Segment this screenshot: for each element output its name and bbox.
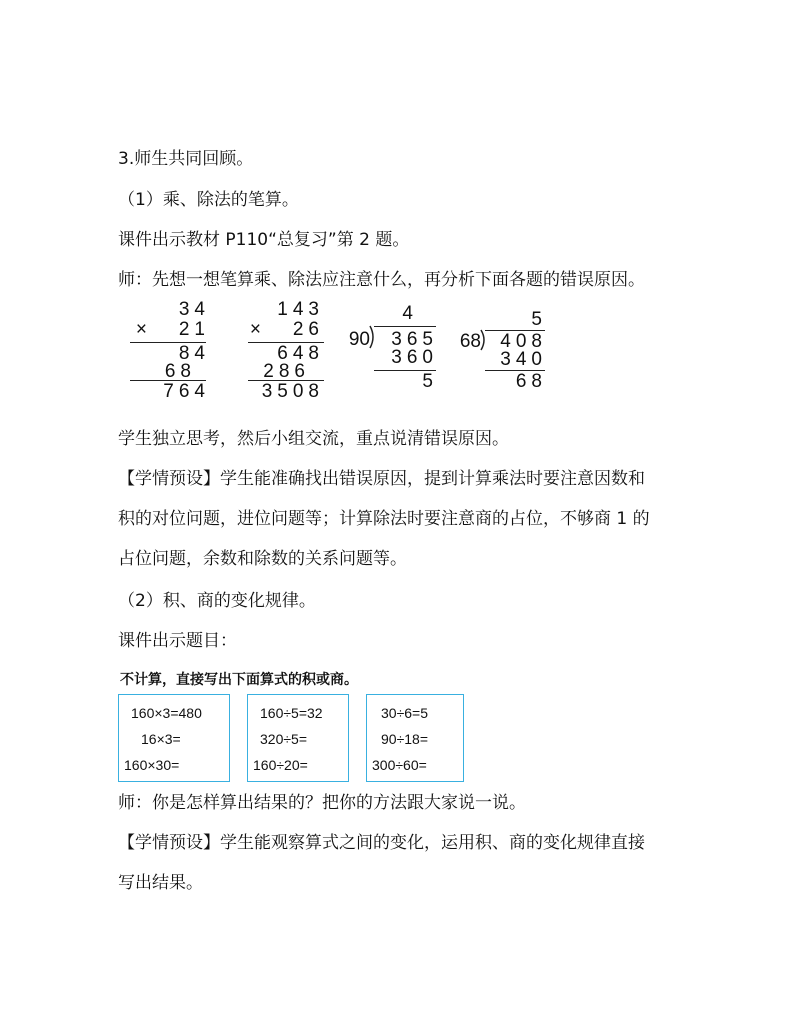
equation: 30÷6=5 [381,705,429,721]
equation: 90÷18= [381,731,429,747]
equation: 16×3= [141,731,181,747]
equation: 160×3=480 [131,705,202,721]
partial-product-2: 286 [263,361,310,382]
paragraph: 师：你是怎样算出结果的？把你的方法跟大家说一说。 [118,793,526,813]
partial-product-1: 84 [178,343,210,364]
multiplicand: 34 [178,299,210,320]
equation: 320÷5= [260,731,308,747]
subsection-heading-1: （1）乘、除法的笔算。 [118,190,299,210]
multiplication-calc-2 [236,298,324,402]
exercise-box-3 [366,694,464,782]
divisor: 68 [459,331,481,352]
equation: 160×30= [124,757,180,773]
dividend: 365 [391,329,438,350]
division-calc-2 [457,310,547,394]
paragraph: 占位问题，余数和除数的关系问题等。 [118,549,407,569]
equation: 160÷5=32 [260,705,323,721]
division-bar [374,326,436,327]
multiplier: 21 [178,319,210,340]
multiply-sign: × [135,319,152,340]
section-heading: 3.师生共同回顾。 [118,149,254,169]
subsection-heading-2: （2）积、商的变化规律。 [118,591,316,611]
remainder: 5 [422,371,438,392]
divisor: 90 [348,329,370,350]
partial-product-2: 68 [164,361,196,382]
exercise-box-1 [118,694,230,782]
exercise-prompt: 不计算，直接写出下面算式的积或商。 [120,671,358,687]
equation: 300÷60= [372,757,427,773]
paragraph: 师：先想一想笔算乘、除法应注意什么，再分析下面各题的错误原因。 [118,270,645,290]
division-calc-1 [346,304,438,394]
paragraph: 课件出示教材 P110“总复习”第 2 题。 [118,230,410,250]
equation: 160÷20= [253,757,308,773]
multiplier: 26 [292,319,324,340]
quotient: 5 [531,309,547,330]
paragraph: 课件出示题目： [118,631,237,651]
product: 764 [163,381,210,402]
paragraph: 写出结果。 [118,873,203,893]
exercise-box-2 [247,694,349,782]
subtrahend: 340 [500,349,547,370]
remainder: 68 [515,371,547,392]
paragraph: 积的对位问题，进位问题等；计算除法时要注意商的占位，不够商 1 的 [118,509,650,529]
paragraph: 学生独立思考，然后小组交流，重点说清错误原因。 [118,429,509,449]
subtrahend: 360 [391,347,438,368]
quotient: 4 [402,303,418,324]
multiplication-calc-1 [120,298,210,402]
dividend: 408 [500,331,547,352]
paragraph: 【学情预设】学生能准确找出错误原因，提到计算乘法时要注意因数和 [118,469,645,489]
paragraph: 【学情预设】学生能观察算式之间的变化，运用积、商的变化规律直接 [118,833,645,853]
partial-product-1: 648 [277,343,324,364]
multiply-sign: × [249,319,266,340]
product: 3508 [261,381,324,402]
multiplicand: 143 [277,299,324,320]
